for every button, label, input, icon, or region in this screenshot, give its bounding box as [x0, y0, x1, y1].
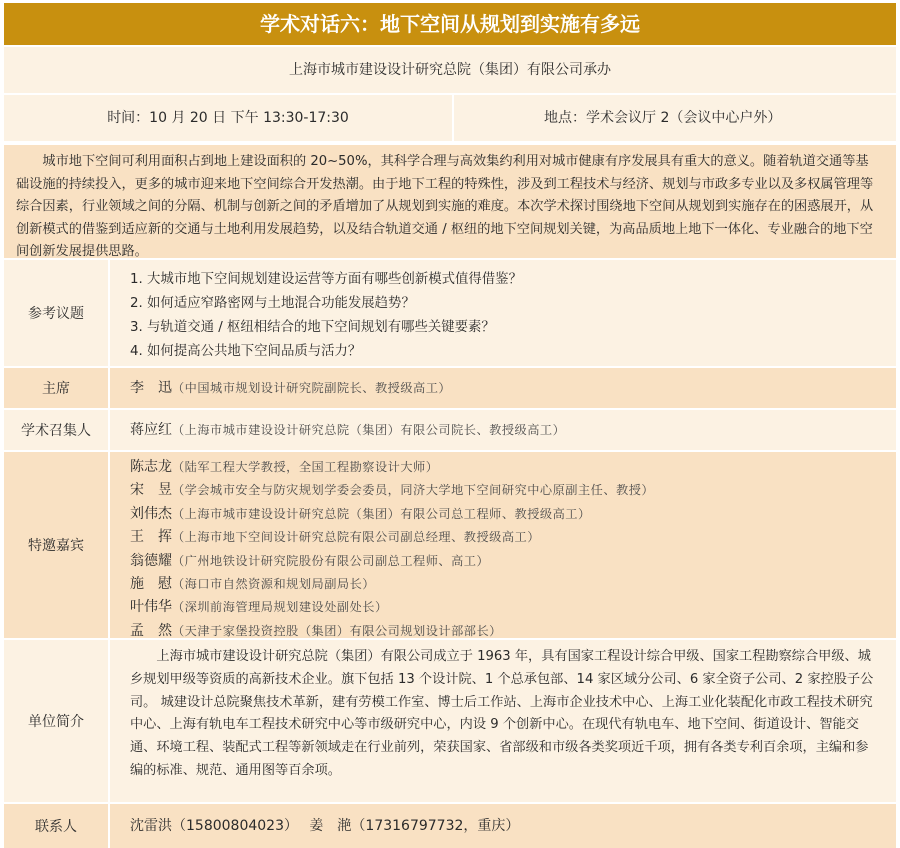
topic-item: 4. 如何提高公共地下空间品质与活力？: [130, 344, 362, 359]
guest-title: （学会城市安全与防灾规划学委会委员，同济大学地下空间研究中心原副主任、教授）: [172, 483, 655, 498]
guest-title: （上海市地下空间设计研究总院有限公司副总经理、教授级高工）: [172, 530, 540, 545]
guests-row: [4, 452, 896, 640]
organizer-line: 上海市城市建设设计研究总院（集团）有限公司承办: [4, 47, 896, 95]
topics-list: [110, 260, 896, 366]
topics-label: 参考议题: [4, 260, 110, 366]
guest-name: 孟 然: [130, 622, 172, 639]
guests-list: [110, 452, 896, 638]
chair-label: 主席: [4, 368, 110, 408]
guest-item: [130, 596, 896, 619]
chair-row: [4, 368, 896, 410]
event-place: 地点：学术会议厅 2（会议中心户外）: [544, 110, 782, 126]
guest-name: 翁德耀: [130, 552, 172, 569]
topic-item: 3. 与轨道交通 / 枢纽相结合的地下空间规划有哪些关键要素？: [130, 320, 495, 335]
intro-paragraph: 城市地下空间可利用面积占到地上建设面积的 20~50%，其科学合理与高效集约利用对城市健康有序发展具有重大的意义。随着轨道交通等基础设施的持续投入，更多的城市迎来地下空间综合开发热潮。由于地下工程的特殊性，涉及到工程技术与经济、规划与市政多专业以及多权属管理等综合因素，行业领域之间的分隔、机制与创新之间的矛盾增加了从规划到实施的难度。本次学术探讨围绕地下空间从规划到实施存在的困惑展开，从创新模式的借鉴到适应新的交通与土地利用发展趋势，以及结合轨道交通 / 枢纽的地下空间规划关键，为高品质地上地下一体化、专业融合的地下空间创新发展提供思路。: [16, 154, 874, 258]
unit-description: 上海市城市建设设计研究总院（集团）有限公司成立于 1963 年，具有国家工程设计综合甲级、国家工程勘察综合甲级、城乡规划甲级等资质的高新技术企业。旗下包括 13 个设计院、1 个总承包部、14 家区域分公司、6 家全资子公司、2 家控股子公司。 城建设计总院聚焦技术革新，建有劳模工作室、博士后工作站、上海市企业技术中心、上海工业化装配化市政工程技术研究中心、上海有轨电车工程技术研究中心等市级研究中心，内设 9 个创新中心。在现代有轨电车、地下空间、街道设计、智能交通、环境工程、装配式工程等新领域走在行业前列，荣获国家、省部级和市级各类奖项近千项，拥有各类专利百余项，主编和参编的标准、规范、通用图等百余项。: [130, 649, 874, 778]
guest-name: 施 慰: [130, 576, 172, 593]
intro-row: [4, 145, 896, 260]
guest-item: [130, 526, 896, 549]
guest-title: （海口市自然资源和规划局副局长）: [172, 577, 375, 592]
convener-row: [4, 410, 896, 452]
guest-title: （深圳前海管理局规划建设处副处长）: [172, 600, 388, 615]
chair-content: [110, 368, 896, 408]
topic-item: 1. 大城市地下空间规划建设运营等方面有哪些创新模式值得借鉴？: [130, 272, 522, 287]
contact-row: [4, 804, 896, 848]
guest-item: [130, 550, 896, 573]
guest-name: 陈志龙: [130, 459, 172, 475]
chair-name: 李 迅: [130, 380, 172, 396]
time-place-row: [4, 95, 896, 143]
guest-item: [130, 456, 896, 479]
event-time: 时间：10 月 20 日 下午 13:30-17:30: [4, 95, 454, 141]
guest-item: [130, 573, 896, 596]
convener-label: 学术召集人: [4, 410, 110, 450]
guest-name: 宋 昱: [130, 482, 172, 499]
unit-label: 单位简介: [4, 640, 110, 802]
guests-label: 特邀嘉宾: [4, 452, 110, 638]
guest-title: （陆军工程大学教授，全国工程勘察设计大师）: [172, 460, 439, 474]
convener-name: 蒋应红: [130, 422, 172, 438]
guest-name: 王 挥: [130, 529, 172, 546]
contact-info: 沈雷洪（15800804023） 姜 滟（17316797732，重庆）: [130, 818, 520, 834]
topic-item: 2. 如何适应窄路密网与土地混合功能发展趋势？: [130, 296, 415, 311]
guest-name: 刘伟杰: [130, 505, 172, 522]
guest-title: （天津于家堡投资控股（集团）有限公司规划设计部部长）: [172, 623, 502, 638]
chair-title: （中国城市规划设计研究院副院长、教授级高工）: [172, 381, 452, 395]
page-title: 学术对话六：地下空间从规划到实施有多远: [4, 3, 896, 45]
guest-name: 叶伟华: [130, 599, 172, 616]
convener-title: （上海市城市建设设计研究总院（集团）有限公司院长、教授级高工）: [172, 423, 566, 437]
guest-item: [130, 479, 896, 502]
guest-title: （广州地铁设计研究院股份有限公司副总工程师、高工）: [172, 553, 490, 568]
topics-row: [4, 260, 896, 368]
unit-row: [4, 640, 896, 804]
guest-title: （上海市城市建设设计研究总院（集团）有限公司总工程师、教授级高工）: [172, 506, 591, 521]
guest-item: [130, 503, 896, 526]
convener-content: [110, 410, 896, 450]
contact-label: 联系人: [4, 804, 110, 848]
